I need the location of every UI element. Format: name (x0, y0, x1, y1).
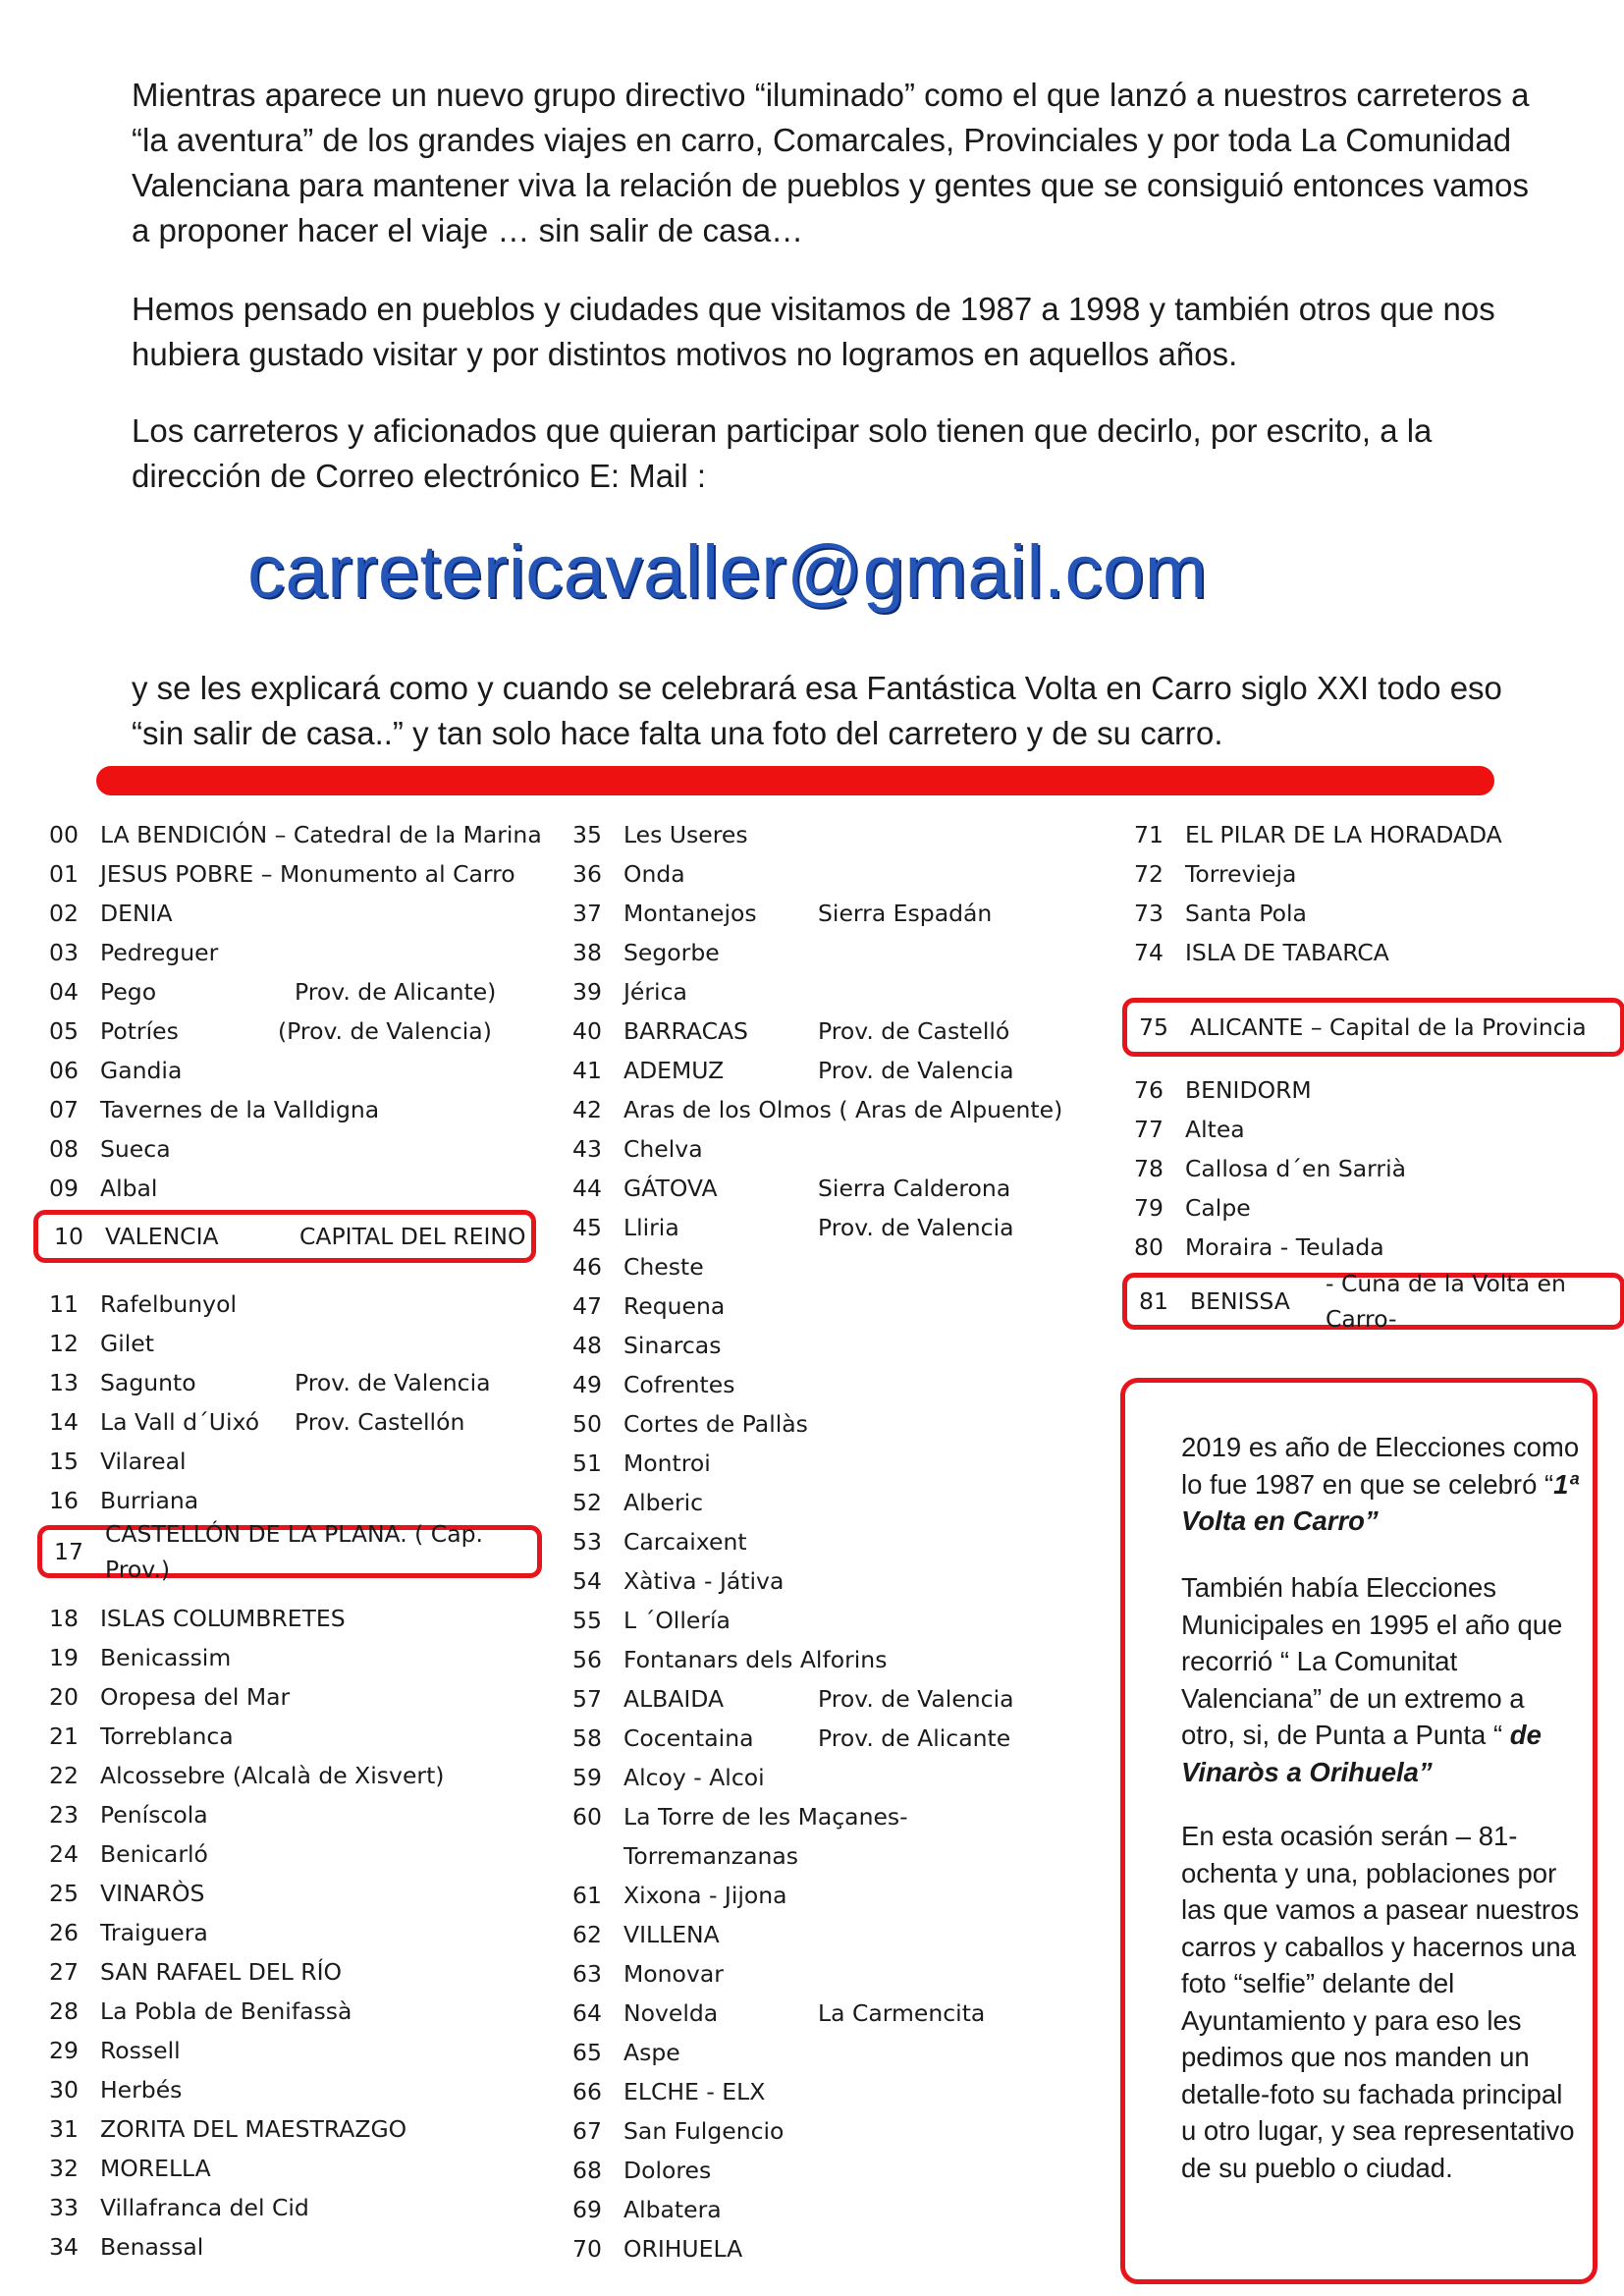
town-number: 47 (572, 1292, 602, 1320)
town-row (572, 1092, 1103, 1127)
town-row (572, 2035, 1103, 2070)
town-name: MORELLA (100, 2155, 211, 2182)
town-number: 51 (572, 1449, 602, 1477)
town-name: SAN RAFAEL DEL RÍO (100, 1958, 343, 1986)
town-name: Alberic (623, 1489, 704, 1516)
town-note: Prov. de Valencia (818, 1057, 1014, 1084)
town-name: Xixona - Jijona (623, 1882, 787, 1909)
town-note: La Carmencita (818, 1999, 986, 2027)
town-name: VALENCIA (105, 1223, 219, 1250)
town-row (1134, 856, 1624, 892)
town-number: 48 (572, 1332, 602, 1359)
red-divider-bar (96, 766, 1494, 795)
town-name: Requena (623, 1292, 726, 1320)
note-2-emphasis: de Vinaròs a Orihuela” (1181, 1720, 1542, 1787)
town-name: Traiguera (100, 1919, 208, 1946)
town-name: Rafelbunyol (100, 1290, 237, 1318)
town-number: 13 (49, 1369, 79, 1396)
town-note: Prov. de Alicante (818, 1724, 1011, 1752)
town-row (49, 1994, 579, 2029)
town-number: 09 (49, 1175, 79, 1202)
town-name: LA BENDICIÓN – Catedral de la Marina (100, 821, 542, 848)
town-name: ORIHUELA (623, 2235, 743, 2263)
intro-paragraph-1: Mientras aparece un nuevo grupo directivo “iluminado” como el que lanzó a nuestros carreteros a “la aventura” de los grandes viajes en carro, Comarcales, Provinciales y por toda La Comunidad Valenciana para mantener viva la relación de pueblos y gentes que se consiguió entonces vamos a proponer hacer el viaje … sin salir de casa… (132, 77, 1530, 248)
town-name: Albatera (623, 2196, 722, 2223)
town-row (49, 1483, 579, 1518)
town-note: Sierra Calderona (818, 1175, 1011, 1202)
town-name: Fontanars dels Alforins (623, 1646, 888, 1673)
town-name: Chelva (623, 1135, 703, 1163)
town-row (49, 2033, 579, 2068)
town-note: Prov. de Valencia (818, 1685, 1014, 1713)
town-name: Potríes (100, 1017, 179, 1045)
town-row (572, 1956, 1103, 1992)
town-row (49, 2072, 579, 2107)
town-row (49, 2229, 579, 2265)
town-name: Sagunto (100, 1369, 196, 1396)
town-number: 24 (49, 1840, 79, 1868)
town-number: 08 (49, 1135, 79, 1163)
town-row (572, 2153, 1103, 2188)
town-number: 67 (572, 2117, 602, 2145)
town-row (49, 1326, 579, 1361)
town-row (49, 2151, 579, 2186)
town-number: 71 (1134, 821, 1164, 848)
town-number: 60 (572, 1803, 602, 1831)
town-note: Prov. Castellón (295, 1408, 465, 1436)
town-row (49, 1954, 579, 1990)
town-note: Sierra Espadán (818, 900, 993, 927)
town-name: Cortes de Pallàs (623, 1410, 808, 1438)
town-name: Pego (100, 978, 157, 1006)
town-row (49, 1092, 579, 1127)
town-number: 50 (572, 1410, 602, 1438)
town-row (572, 1760, 1103, 1795)
town-row (572, 1053, 1103, 1088)
town-name: BENIDORM (1185, 1076, 1312, 1104)
town-number: 14 (49, 1408, 79, 1436)
town-name: La Vall d´Uixó (100, 1408, 260, 1436)
town-row (49, 1053, 579, 1088)
town-row (49, 935, 579, 970)
town-row (572, 1563, 1103, 1599)
town-name: Dolores (623, 2157, 712, 2184)
town-row (572, 974, 1103, 1010)
note-1-text: 2019 es año de Elecciones como lo fue 1987 en que se celebró “ (1181, 1432, 1580, 1500)
town-number: 72 (1134, 860, 1164, 888)
town-name: L ´Ollería (623, 1607, 731, 1634)
town-row (1134, 817, 1624, 852)
town-name: Torrevieja (1185, 860, 1297, 888)
town-row (572, 2113, 1103, 2149)
town-row (572, 1013, 1103, 1049)
town-row (1122, 1270, 1624, 1333)
town-number: 61 (572, 1882, 602, 1909)
town-number: 35 (572, 821, 602, 848)
town-name: Segorbe (623, 939, 720, 966)
town-number: 23 (49, 1801, 79, 1829)
town-number: 11 (49, 1290, 79, 1318)
town-name: Burriana (100, 1487, 199, 1514)
town-row (49, 1836, 579, 1872)
town-note: Prov. de Alicante) (295, 978, 497, 1006)
town-name: Villafranca del Cid (100, 2194, 309, 2221)
town-name: Xàtiva - Játiva (623, 1567, 785, 1595)
town-row (572, 1917, 1103, 1952)
town-row (572, 1878, 1103, 1913)
note-paragraph-2 (1181, 1569, 1584, 1790)
town-row (49, 1601, 579, 1636)
town-number: 54 (572, 1567, 602, 1595)
town-row (572, 1210, 1103, 1245)
town-number: 52 (572, 1489, 602, 1516)
town-number: 36 (572, 860, 602, 888)
town-name: Santa Pola (1185, 900, 1307, 927)
town-name: Pedreguer (100, 939, 219, 966)
town-row (572, 1524, 1103, 1559)
town-name: Cofrentes (623, 1371, 735, 1398)
town-number: 32 (49, 2155, 79, 2182)
town-row (572, 856, 1103, 892)
town-number: 53 (572, 1528, 602, 1556)
town-number: 15 (49, 1448, 79, 1475)
town-name: ISLA DE TABARCA (1185, 939, 1389, 966)
town-name: Moraira - Teulada (1185, 1233, 1384, 1261)
town-row (572, 2231, 1103, 2267)
town-number: 62 (572, 1921, 602, 1948)
town-row (49, 1640, 579, 1675)
town-number: 18 (49, 1605, 79, 1632)
town-row (49, 974, 579, 1010)
town-number: 05 (49, 1017, 79, 1045)
town-number: 64 (572, 1999, 602, 2027)
town-number: 07 (49, 1096, 79, 1123)
town-number: 33 (49, 2194, 79, 2221)
town-name: Sueca (100, 1135, 171, 1163)
town-number: 28 (49, 1997, 79, 2025)
town-name: Alcossebre (Alcalà de Xisvert) (100, 1762, 445, 1789)
town-row (572, 1406, 1103, 1442)
town-row (1134, 1072, 1624, 1108)
town-name: Torreblanca (100, 1722, 234, 1750)
intro-paragraph-2: Hemos pensado en pueblos y ciudades que visitamos de 1987 a 1998 y también otros que nos hubiera gustado visitar y por distintos motivos no logramos en aquellos años. (132, 291, 1495, 372)
town-note: (Prov. de Valencia) (278, 1017, 492, 1045)
town-number: 17 (54, 1538, 83, 1565)
town-name: La Torre de les Maçanes- (623, 1803, 908, 1831)
town-number: 37 (572, 900, 602, 927)
town-row (572, 1131, 1103, 1167)
town-name: Benicassim (100, 1644, 232, 1671)
town-name: EL PILAR DE LA HORADADA (1185, 821, 1502, 848)
town-name: Callosa d´en Sarrià (1185, 1155, 1407, 1182)
town-name: Benicarló (100, 1840, 208, 1868)
town-row (49, 1131, 579, 1167)
town-note: Prov. de Castelló (818, 1017, 1010, 1045)
town-row (572, 1328, 1103, 1363)
town-row (572, 1995, 1103, 2031)
town-name: JESUS POBRE – Monumento al Carro (100, 860, 515, 888)
town-name: Altea (1185, 1116, 1245, 1143)
town-name: VILLENA (623, 1921, 720, 1948)
town-number: 59 (572, 1764, 602, 1791)
town-name: ALBAIDA (623, 1685, 725, 1713)
town-name: Montanejos (623, 900, 757, 927)
town-name: Albal (100, 1175, 158, 1202)
town-number: 39 (572, 978, 602, 1006)
town-number: 41 (572, 1057, 602, 1084)
town-row (572, 1249, 1103, 1285)
town-row (49, 1758, 579, 1793)
town-name: ELCHE - ELX (623, 2078, 766, 2105)
town-row (572, 896, 1103, 931)
town-row (49, 1679, 579, 1715)
town-number: 69 (572, 2196, 602, 2223)
town-name: BARRACAS (623, 1017, 748, 1045)
town-row (49, 1013, 579, 1049)
town-row (572, 1838, 1103, 1874)
town-row (1122, 998, 1624, 1057)
town-row (572, 1446, 1103, 1481)
town-row (572, 1799, 1103, 1834)
town-row (572, 2192, 1103, 2227)
town-number: 20 (49, 1683, 79, 1711)
town-number: 77 (1134, 1116, 1164, 1143)
town-name: GÁTOVA (623, 1175, 718, 1202)
town-row (572, 1603, 1103, 1638)
town-number: 81 (1139, 1287, 1168, 1315)
town-number: 55 (572, 1607, 602, 1634)
town-name: Aras de los Olmos ( Aras de Alpuente) (623, 1096, 1063, 1123)
town-name: ZORITA DEL MAESTRAZGO (100, 2115, 407, 2143)
town-number: 30 (49, 2076, 79, 2104)
town-row (1134, 896, 1624, 931)
town-number: 78 (1134, 1155, 1164, 1182)
town-name: CASTELLÓN DE LA PLANA. ( Cap. Prov.) (105, 1520, 483, 1583)
town-number: 56 (572, 1646, 602, 1673)
town-name: Vilareal (100, 1448, 187, 1475)
town-row (572, 1485, 1103, 1520)
town-name: Gandia (100, 1057, 183, 1084)
town-note: Prov. de Valencia (818, 1214, 1014, 1241)
town-number: 73 (1134, 900, 1164, 927)
town-row (1134, 1230, 1624, 1265)
town-row (1134, 1190, 1624, 1226)
town-row (49, 817, 579, 852)
town-row (1134, 935, 1624, 970)
town-row (572, 2074, 1103, 2109)
town-number: 70 (572, 2235, 602, 2263)
town-row (1134, 1112, 1624, 1147)
town-number: 79 (1134, 1194, 1164, 1222)
town-number: 74 (1134, 939, 1164, 966)
town-name: Herbés (100, 2076, 183, 2104)
town-name: Peníscola (100, 1801, 208, 1829)
town-name: Alcoy - Alcoi (623, 1764, 765, 1791)
contact-email: carretericavaller@gmail.com (247, 530, 1208, 614)
note-1-emphasis: 1ª Volta en Carro” (1181, 1468, 1579, 1536)
town-row (572, 1367, 1103, 1402)
town-number: 58 (572, 1724, 602, 1752)
town-number: 42 (572, 1096, 602, 1123)
town-number: 43 (572, 1135, 602, 1163)
town-number: 63 (572, 1960, 602, 1988)
town-name: Jérica (623, 978, 687, 1006)
town-number: 03 (49, 939, 79, 966)
town-number: 68 (572, 2157, 602, 2184)
town-row (33, 1210, 536, 1263)
town-row (49, 1797, 579, 1832)
town-name: Cheste (623, 1253, 704, 1281)
town-name: Carcaixent (623, 1528, 747, 1556)
town-number: 26 (49, 1919, 79, 1946)
town-name: Aspe (623, 2039, 680, 2066)
town-name: Calpe (1185, 1194, 1251, 1222)
town-number: 46 (572, 1253, 602, 1281)
town-row (572, 935, 1103, 970)
town-row (572, 1721, 1103, 1756)
note-paragraph-3: En esta ocasión serán – 81- ochenta y una, poblaciones por las que vamos a pasear nuestros carros y caballos y hacernos una foto “selfie” delante del Ayuntamiento y para eso les pedimos que nos manden un detalle-foto su fachada principal u otro lugar, y sea representativo de su pueblo o ciudad. (1181, 1821, 1580, 2183)
town-number: 27 (49, 1958, 79, 1986)
town-name: ALICANTE – Capital de la Provincia (1190, 1013, 1587, 1041)
town-number: 00 (49, 821, 79, 848)
town-number: 06 (49, 1057, 79, 1084)
town-name: Oropesa del Mar (100, 1683, 291, 1711)
town-name: Tavernes de la Valldigna (100, 1096, 380, 1123)
town-number: 21 (49, 1722, 79, 1750)
town-number: 04 (49, 978, 79, 1006)
town-number: 76 (1134, 1076, 1164, 1104)
town-note: CAPITAL DEL REINO (299, 1223, 526, 1250)
town-number: 34 (49, 2233, 79, 2261)
town-name: BENISSA (1190, 1287, 1290, 1315)
town-row (49, 1719, 579, 1754)
town-number: 19 (49, 1644, 79, 1671)
town-row (49, 1286, 579, 1322)
intro-paragraph-4: y se les explicará como y cuando se celebrará esa Fantástica Volta en Carro siglo XXI todo eso “sin salir de casa..” y tan solo hace falta una foto del carretero y de su carro. (132, 670, 1502, 751)
town-name: Benassal (100, 2233, 204, 2261)
town-number: 75 (1139, 1013, 1168, 1041)
town-number: 57 (572, 1685, 602, 1713)
town-number: 01 (49, 860, 79, 888)
town-row (49, 1171, 579, 1206)
town-row (1134, 1151, 1624, 1186)
town-number: 12 (49, 1330, 79, 1357)
town-name: La Pobla de Benifassà (100, 1997, 352, 2025)
town-name: ISLAS COLUMBRETES (100, 1605, 346, 1632)
town-name: Montroi (623, 1449, 711, 1477)
town-name: Lliria (623, 1214, 679, 1241)
town-number: 31 (49, 2115, 79, 2143)
town-number: 10 (54, 1223, 83, 1250)
town-number: 38 (572, 939, 602, 966)
town-name: Sinarcas (623, 1332, 722, 1359)
town-row (49, 896, 579, 931)
town-name: Gilet (100, 1330, 154, 1357)
town-number: 25 (49, 1880, 79, 1907)
town-number: 40 (572, 1017, 602, 1045)
town-row (49, 856, 579, 892)
town-row (572, 1288, 1103, 1324)
town-name: DENIA (100, 900, 173, 927)
town-number: 16 (49, 1487, 79, 1514)
note-2-text: También había Elecciones Municipales en 1995 el año que recorrió “ La Comunitat Valenciana” de un extremo a otro, si, de Punta a Punta “ (1181, 1572, 1563, 1750)
town-number: 45 (572, 1214, 602, 1241)
town-number: 49 (572, 1371, 602, 1398)
town-number: 80 (1134, 1233, 1164, 1261)
town-name: Cocentaina (623, 1724, 754, 1752)
town-name: VINARÒS (100, 1880, 205, 1907)
town-row (49, 1444, 579, 1479)
town-row (572, 1642, 1103, 1677)
town-row (572, 817, 1103, 852)
town-name: Monovar (623, 1960, 724, 1988)
town-name: Novelda (623, 1999, 719, 2027)
town-row (49, 1876, 579, 1911)
note-paragraph-1 (1181, 1429, 1584, 1540)
intro-paragraph-3: Los carreteros y aficionados que quieran participar solo tienen que decirlo, por escrito, a la dirección de Correo electrónico E: Mail : (132, 412, 1433, 494)
town-note: Prov. de Valencia (295, 1369, 491, 1396)
town-name: Torremanzanas (623, 1842, 799, 1870)
town-number: 22 (49, 1762, 79, 1789)
town-name: Les Useres (623, 821, 748, 848)
town-row (572, 1171, 1103, 1206)
town-note: - Cuna de la Volta en Carro- (1326, 1270, 1566, 1333)
town-row (49, 2111, 579, 2147)
town-number: 02 (49, 900, 79, 927)
town-row (49, 1404, 579, 1440)
town-number: 29 (49, 2037, 79, 2064)
town-row (572, 1681, 1103, 1717)
town-number: 65 (572, 2039, 602, 2066)
town-name: Onda (623, 860, 685, 888)
town-number: 44 (572, 1175, 602, 1202)
town-name: San Fulgencio (623, 2117, 785, 2145)
elections-note-box (1120, 1378, 1597, 2284)
town-row (49, 2190, 579, 2225)
town-number: 66 (572, 2078, 602, 2105)
town-name: ADEMUZ (623, 1057, 725, 1084)
town-row (49, 1365, 579, 1400)
town-row (49, 1915, 579, 1950)
town-row (37, 1520, 542, 1583)
town-name: Rossell (100, 2037, 181, 2064)
